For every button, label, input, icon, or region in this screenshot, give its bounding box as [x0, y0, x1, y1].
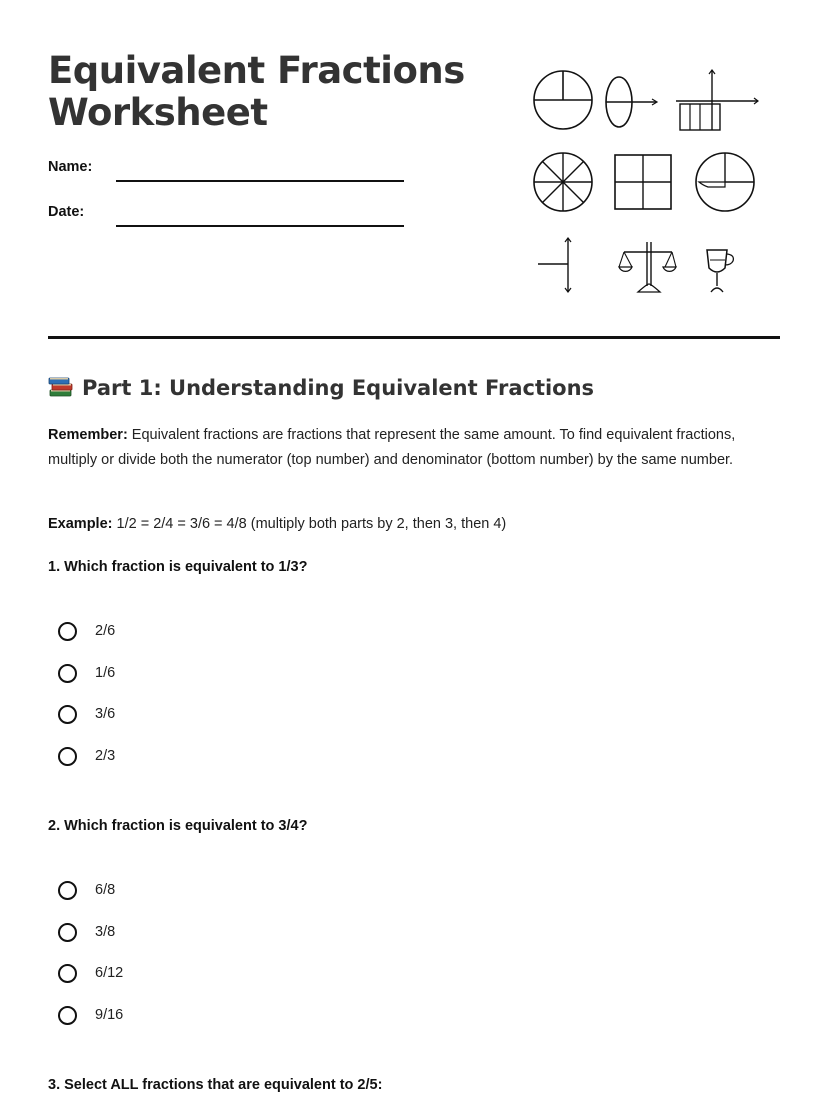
page-title — [48, 50, 508, 134]
q1-option-3[interactable] — [58, 705, 258, 729]
radio-button[interactable] — [58, 881, 77, 900]
radio-button[interactable] — [58, 923, 77, 942]
date-label: Date: — [48, 204, 85, 220]
balance-scale-icon — [618, 240, 676, 294]
circle-with-shaded-quarter-icon — [694, 151, 756, 213]
radio-button[interactable] — [58, 964, 77, 983]
radio-button[interactable] — [58, 747, 77, 766]
remember-text: Equivalent fractions are fractions that represent the same amount. To find equivalent fractions, multiply or divide both the numerator (top number) and denominator (bottom number) by the same number. — [48, 427, 736, 468]
q2-option-3-label: 6/12 — [95, 965, 124, 981]
q2-option-4[interactable] — [58, 1006, 258, 1030]
example-label: Example: — [48, 516, 113, 532]
example-text: 1/2 = 2/4 = 3/6 = 4/8 (multiply both parts by 2, then 3, then 4) — [112, 516, 507, 532]
q2-option-4-label: 9/16 — [95, 1007, 124, 1023]
circle-eighths-icon — [532, 151, 594, 213]
example-paragraph — [48, 512, 780, 537]
books-icon — [48, 374, 74, 403]
question-1-prompt: 1. Which fraction is equivalent to 1/3? — [48, 559, 308, 575]
radio-button[interactable] — [58, 622, 77, 641]
name-field[interactable] — [116, 180, 404, 182]
q2-option-2-label: 3/8 — [95, 924, 116, 940]
radio-button[interactable] — [58, 664, 77, 683]
oval-with-arrow-icon — [604, 74, 664, 130]
circle-halves-quarters-icon — [532, 69, 594, 131]
title-line-1: Equivalent Fractions — [48, 49, 465, 92]
date-field[interactable] — [116, 225, 404, 227]
radio-button[interactable] — [58, 1006, 77, 1025]
fraction-icons-grid — [530, 66, 780, 298]
part1-heading — [48, 374, 594, 403]
name-label: Name: — [48, 159, 93, 175]
question-2-prompt: 2. Which fraction is equivalent to 3/4? — [48, 818, 308, 834]
axis-with-fraction-bar-icon — [674, 68, 762, 132]
q1-option-1-label: 2/6 — [95, 623, 116, 639]
worksheet-page — [48, 0, 780, 1118]
q1-option-2[interactable] — [58, 664, 258, 688]
q1-option-4-label: 2/3 — [95, 748, 116, 764]
question-3-prompt: 3. Select ALL fractions that are equivalent to 2/5: — [48, 1077, 383, 1093]
goblet-icon — [704, 246, 738, 294]
remember-paragraph — [48, 423, 780, 473]
header-divider — [48, 336, 780, 339]
q2-option-3[interactable] — [58, 964, 258, 988]
q1-option-4[interactable] — [58, 747, 258, 771]
rectangle-quarters-icon — [614, 154, 672, 210]
q2-option-1-label: 6/8 — [95, 882, 116, 898]
q2-option-2[interactable] — [58, 923, 258, 947]
number-line-tick-icon — [536, 236, 576, 294]
part1-title: Part 1: Understanding Equivalent Fractions — [82, 376, 595, 400]
q2-option-1[interactable] — [58, 881, 258, 905]
remember-label: Remember: — [48, 427, 128, 443]
q1-option-1[interactable] — [58, 622, 258, 646]
q1-option-3-label: 3/6 — [95, 706, 116, 722]
title-line-2: Worksheet — [48, 91, 268, 134]
radio-button[interactable] — [58, 705, 77, 724]
q1-option-2-label: 1/6 — [95, 665, 116, 681]
